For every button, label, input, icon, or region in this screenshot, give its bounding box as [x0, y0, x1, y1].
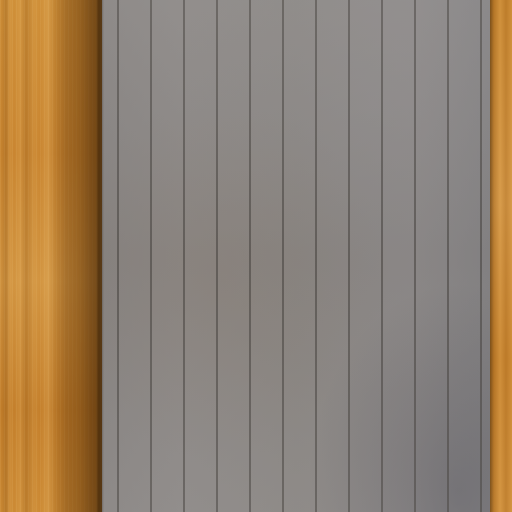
panel-seam — [96, 0, 104, 512]
gray-striped-panel — [102, 0, 490, 512]
wood-panel-left — [0, 0, 102, 512]
wood-panel-right — [490, 0, 512, 512]
